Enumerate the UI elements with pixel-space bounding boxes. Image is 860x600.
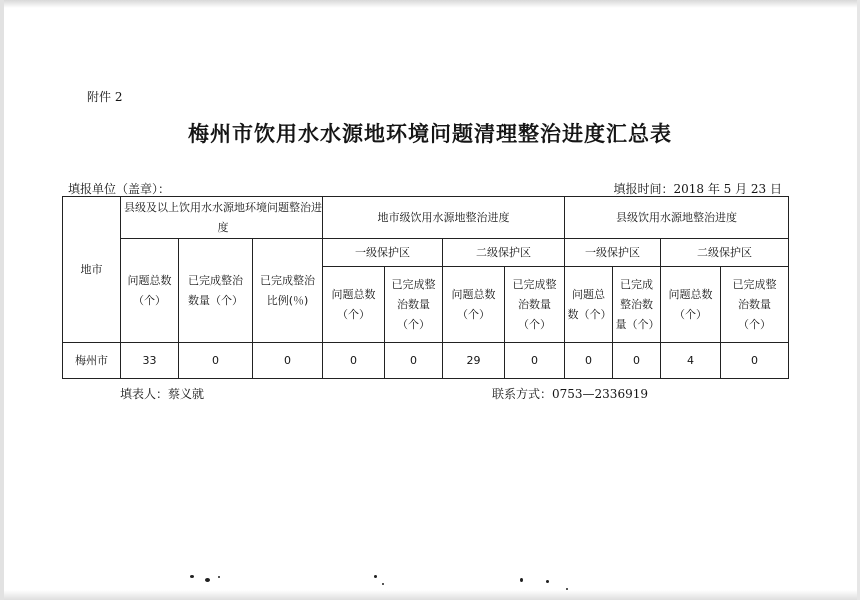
- header-county-z1-done: [613, 267, 661, 343]
- fill-unit-label: 填报单位（盖章）：: [68, 182, 171, 196]
- header-done-ratio: [253, 239, 323, 343]
- scan-speck: [205, 578, 210, 582]
- header-county-z2-done: [721, 267, 789, 343]
- scan-edge-left: [0, 0, 4, 600]
- scan-edge-top: [0, 0, 860, 8]
- header-done-count: [179, 239, 253, 343]
- header-county-zone-2: 二级保护区: [661, 239, 789, 267]
- scan-speck: [520, 578, 523, 582]
- cell-city-z1-done: 0: [385, 343, 443, 379]
- progress-summary-table: [62, 196, 789, 379]
- attachment-label: 附件 2: [87, 90, 123, 104]
- scan-speck: [546, 580, 549, 583]
- header-city-zone-1: 一级保护区: [323, 239, 443, 267]
- scan-speck: [374, 575, 377, 578]
- document-title: 梅州市饮用水水源地环境问题清理整治进度汇总表: [188, 121, 672, 146]
- header-county-z2-done-text: 已完成整治数量（个）: [732, 277, 777, 331]
- table-row: [63, 343, 789, 379]
- cell-city-z2-problems: 29: [443, 343, 505, 379]
- header-row-groups: [63, 197, 789, 239]
- header-county-above-text: 县级及以上饮用水水源地环境问题整治进度: [124, 200, 322, 234]
- cell-county-z2-done: 0: [721, 343, 789, 379]
- header-county-above-progress: [121, 197, 323, 239]
- header-city-level-progress: 地市级饮用水源地整治进度: [323, 197, 565, 239]
- cell-county-z1-problems: 0: [565, 343, 613, 379]
- cell-city-z2-done: 0: [505, 343, 565, 379]
- header-total-problems: [121, 239, 179, 343]
- header-city-z1-problems: [323, 267, 385, 343]
- header-county-level-progress: 县级饮用水源地整治进度: [565, 197, 789, 239]
- scan-speck: [218, 576, 220, 578]
- contact-info: 联系方式：0753—2336919: [492, 387, 648, 401]
- header-county-z1-done-text: 已完成整治数量（个）: [615, 277, 660, 331]
- header-city-z1-done-text: 已完成整治数量（个）: [391, 277, 436, 331]
- header-county-z1-problems-text: 问题总数（个）: [567, 287, 612, 321]
- header-row-zones: [63, 239, 789, 267]
- header-city-z2-problems-text: 问题总数（个）: [451, 287, 496, 321]
- header-county-z2-problems: [661, 267, 721, 343]
- filler-name: 填表人：蔡义就: [120, 387, 205, 401]
- scan-speck: [382, 583, 384, 585]
- header-total-problems-text: 问题总数（个）: [127, 273, 172, 307]
- header-county-z1-problems: [565, 267, 613, 343]
- header-county-z2-problems-text: 问题总数（个）: [668, 287, 713, 321]
- header-done-count-text: 已完成整治数量（个）: [188, 273, 243, 307]
- cell-city: 梅州市: [63, 343, 121, 379]
- header-city-z2-done: [505, 267, 565, 343]
- cell-county-z2-problems: 4: [661, 343, 721, 379]
- scan-speck: [190, 575, 194, 578]
- cell-county-z1-done: 0: [613, 343, 661, 379]
- cell-city-z1-problems: 0: [323, 343, 385, 379]
- header-city-z2-done-text: 已完成整治数量（个）: [512, 277, 557, 331]
- header-city-z2-problems: [443, 267, 505, 343]
- header-city-z1-problems-text: 问题总数（个）: [331, 287, 376, 321]
- header-city-z1-done: [385, 267, 443, 343]
- cell-total-problems: 33: [121, 343, 179, 379]
- header-county-zone-1: 一级保护区: [565, 239, 661, 267]
- scan-edge-bottom: [0, 590, 860, 600]
- cell-done-count: 0: [179, 343, 253, 379]
- header-done-ratio-text: 已完成整治比例(％): [260, 273, 315, 307]
- header-city: 地市: [63, 197, 121, 343]
- report-date: 填报时间：2018 年 5 月 23 日: [613, 182, 782, 196]
- header-city-zone-2: 二级保护区: [443, 239, 565, 267]
- cell-done-ratio: 0: [253, 343, 323, 379]
- scan-speck: [566, 588, 568, 590]
